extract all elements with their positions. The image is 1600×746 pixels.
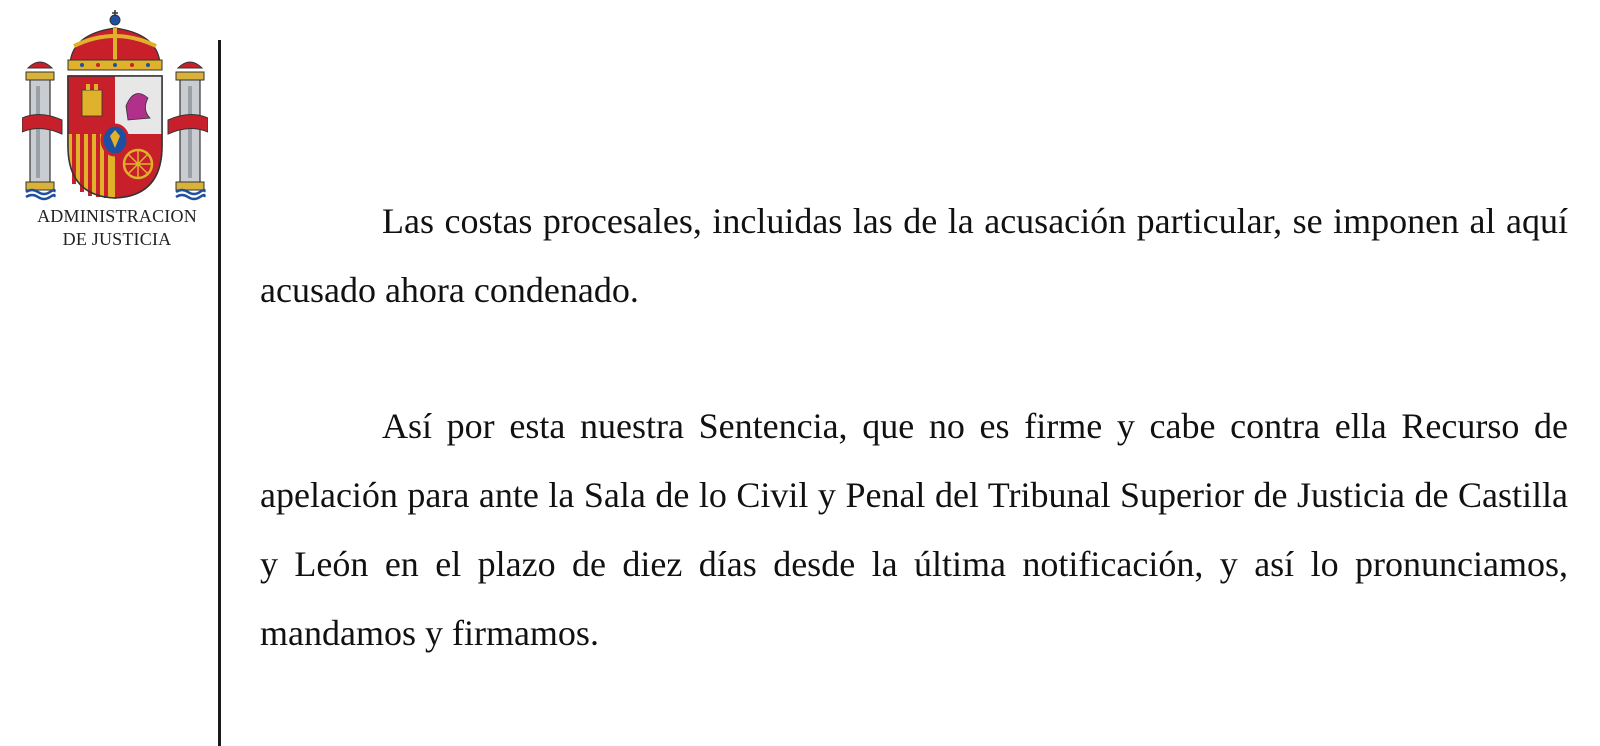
left-pillar: [26, 62, 55, 199]
margin-rule: [218, 40, 221, 746]
institution-name: [0, 205, 234, 251]
document-body: [260, 187, 1568, 668]
institution-line-1: ADMINISTRACION: [37, 206, 197, 226]
right-pillar: [176, 62, 205, 199]
document-header: [0, 0, 218, 746]
coat-of-arms-logo: [22, 6, 208, 202]
shield: [68, 76, 162, 198]
royal-crown: [68, 10, 162, 70]
institution-line-2: DE JUSTICIA: [62, 229, 172, 249]
paragraph-ruling: Así por esta nuestra Sentencia, que no es firme y cabe contra ella Recurso de apelación para ante la Sala de lo Civil y Penal del Tribunal Superior de Justicia de Castilla y León en el plazo de diez días desde la última notificación, y así lo pronunciamos, mandamos y firmamos.: [260, 406, 1568, 653]
paragraph-costs: Las costas procesales, incluidas las de la acusación particular, se imponen al aquí acusado ahora condenado.: [260, 201, 1568, 310]
